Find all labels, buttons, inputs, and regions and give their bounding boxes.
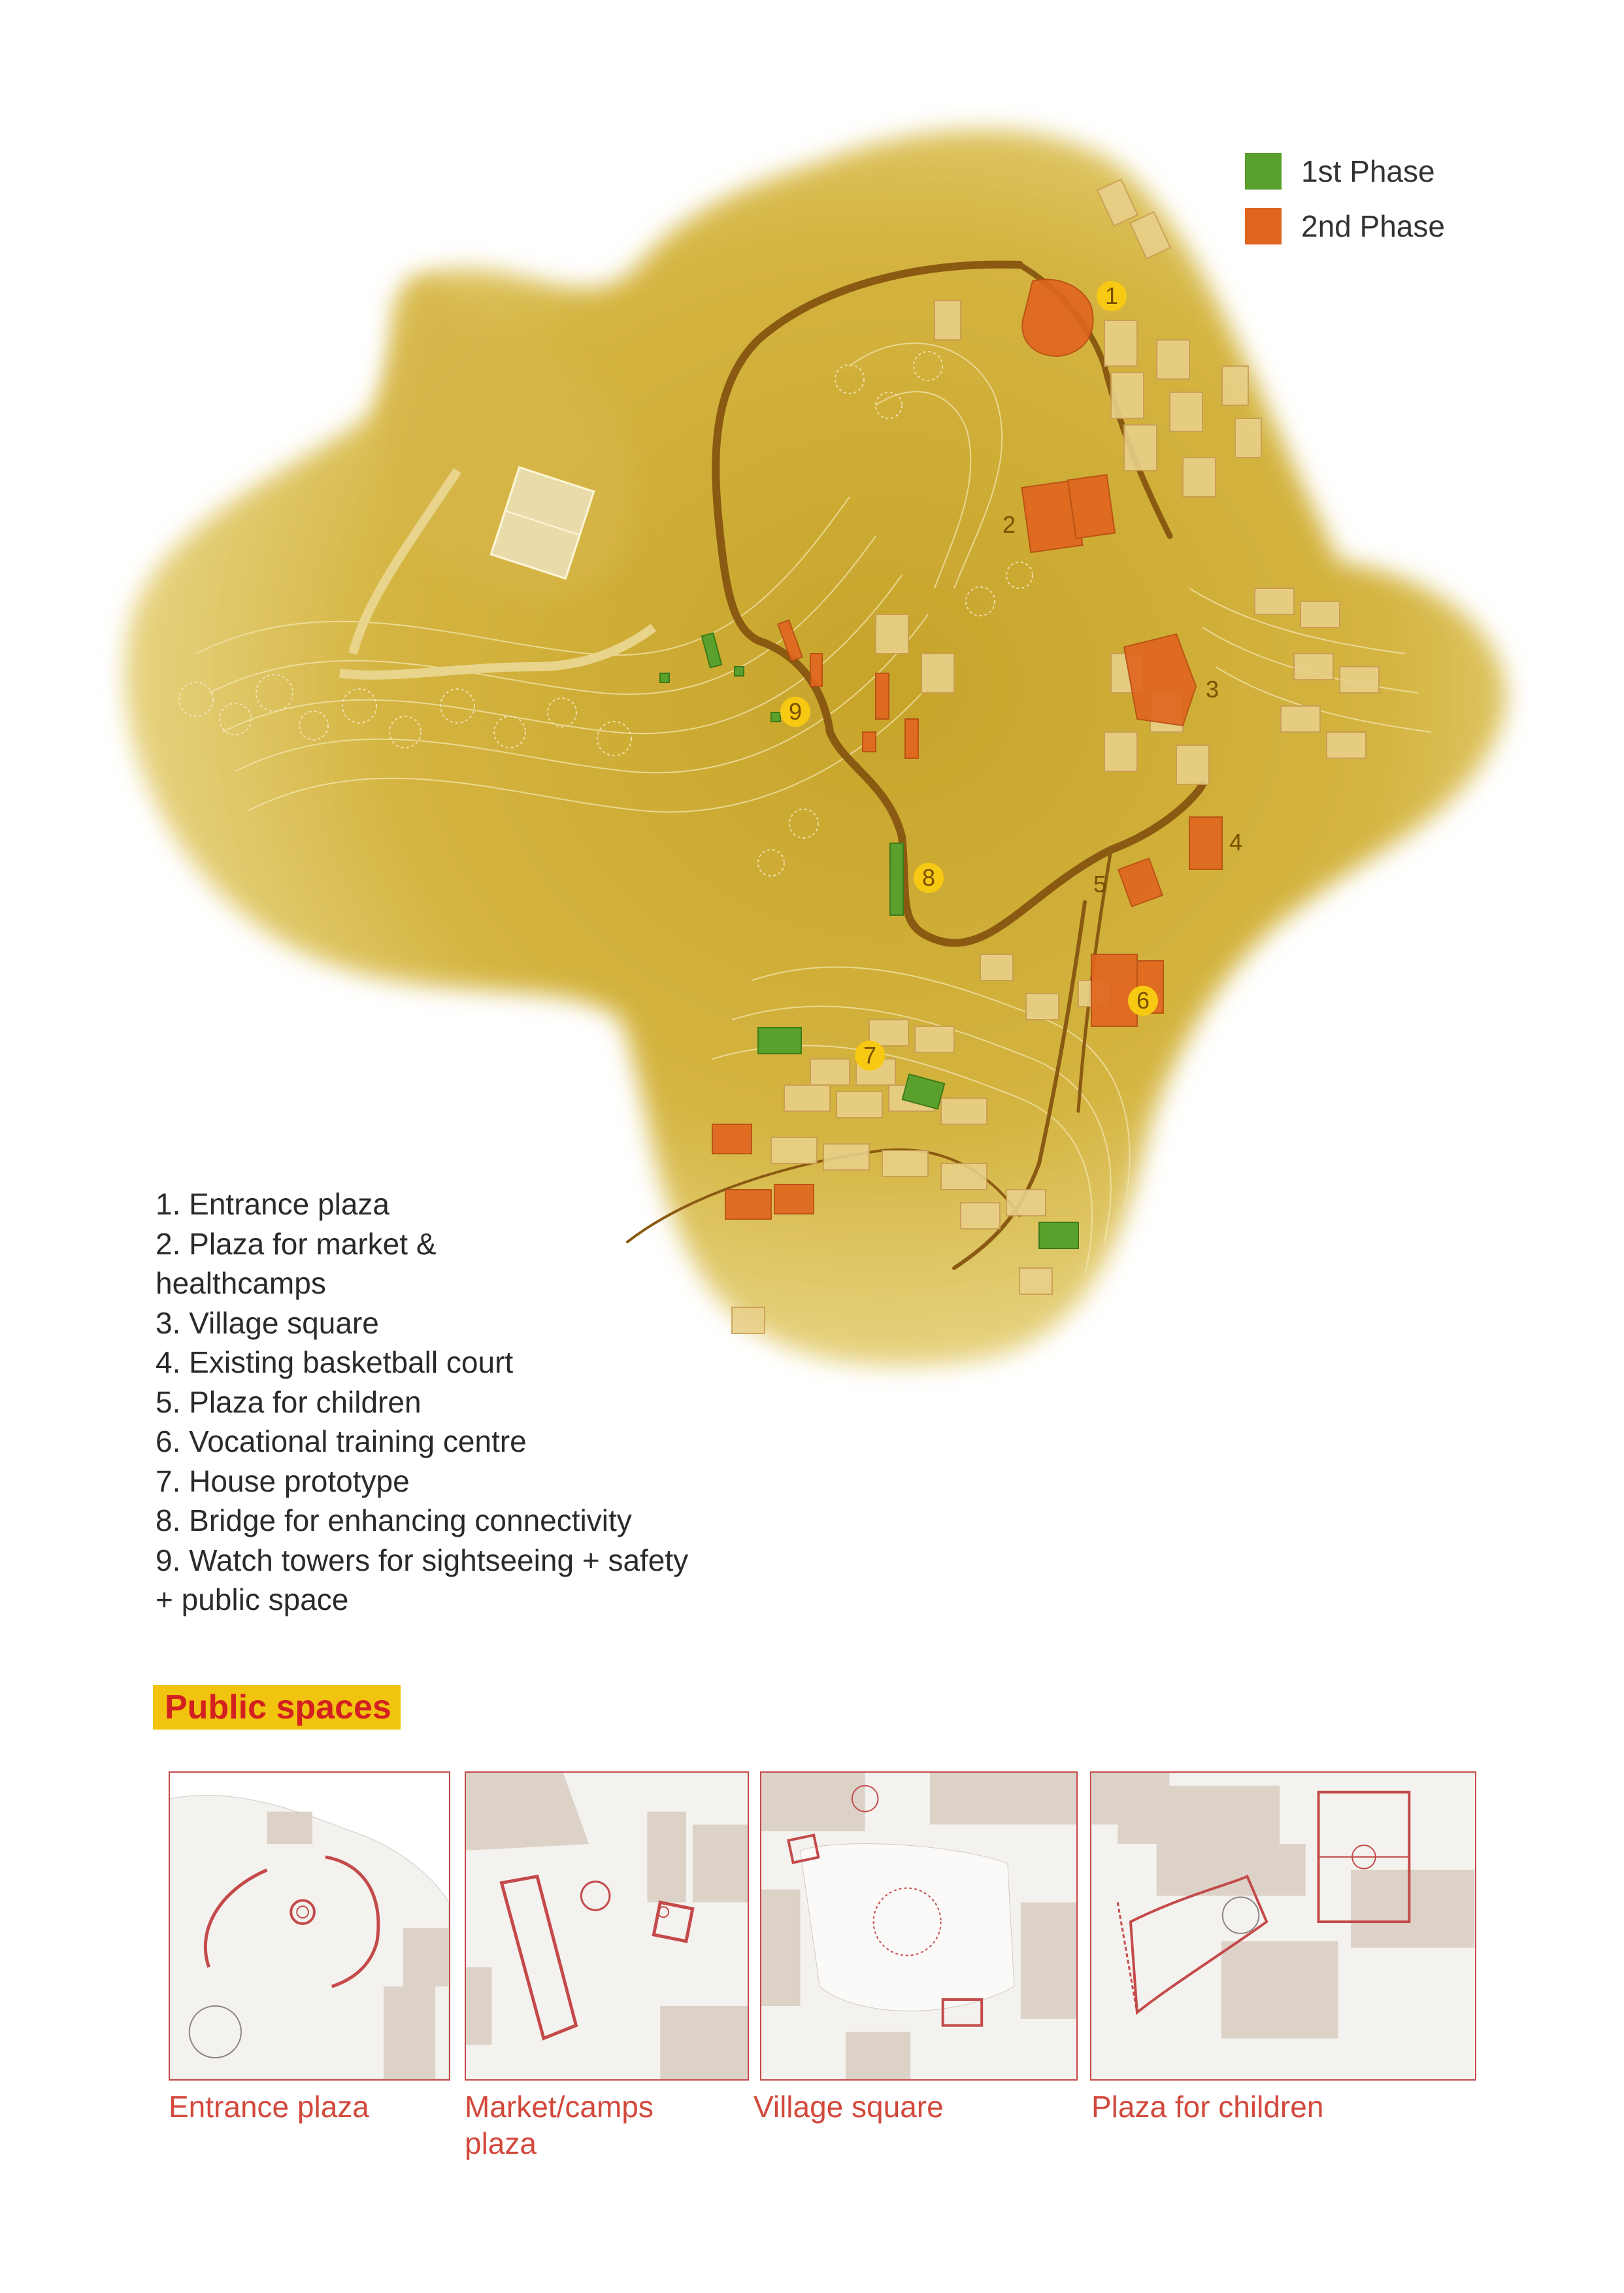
legend-first-phase xyxy=(1245,152,1519,191)
phase-legend xyxy=(1245,152,1519,261)
plan-caption: Village square xyxy=(754,2090,944,2124)
legend-label: 1st Phase xyxy=(1301,154,1435,188)
map-label-5: 5 xyxy=(1093,871,1107,897)
legend-swatch-orange xyxy=(1245,208,1282,244)
map-label-8: 8 xyxy=(914,863,944,893)
map-label-3: 3 xyxy=(1205,676,1219,703)
plan-drawing xyxy=(466,1773,748,2079)
key-item: 1. Entrance plaza xyxy=(156,1187,390,1221)
key-item: 4. Existing basketball court xyxy=(156,1345,514,1379)
key-item: + public space xyxy=(156,1582,349,1616)
map-label-2: 2 xyxy=(1002,511,1016,538)
map-label-9: 9 xyxy=(780,697,810,727)
key-item: 5. Plaza for children xyxy=(156,1384,422,1419)
map-label-7: 7 xyxy=(855,1041,885,1071)
section-title: Public spaces xyxy=(153,1685,401,1730)
plan-caption: Entrance plaza xyxy=(169,2090,369,2124)
plan-drawing xyxy=(170,1773,449,2079)
plan-market-plaza xyxy=(465,1771,749,2081)
plan-village-square xyxy=(760,1771,1078,2081)
legend-swatch-green xyxy=(1245,153,1282,190)
plan-drawing xyxy=(761,1773,1076,2079)
key-item: 6. Vocational training centre xyxy=(156,1424,527,1458)
plan-entrance-plaza xyxy=(169,1771,450,2081)
key-item: 9. Watch towers for sightseeing + safety xyxy=(156,1543,689,1577)
legend-second-phase xyxy=(1245,207,1519,246)
key-item: 3. Village square xyxy=(156,1305,379,1340)
plan-caption: Market/camps plaza xyxy=(465,2090,654,2160)
terrain-area xyxy=(125,130,1506,1366)
key-item: 8. Bridge for enhancing connectivity xyxy=(156,1503,632,1537)
map-key-list xyxy=(156,1184,874,1620)
plan-caption: Plaza for children xyxy=(1091,2090,1324,2124)
map-label-4: 4 xyxy=(1229,829,1243,856)
legend-label: 2nd Phase xyxy=(1301,209,1445,243)
plan-drawing xyxy=(1091,1773,1475,2079)
plan-plaza-children xyxy=(1090,1771,1476,2081)
key-item: 7. House prototype xyxy=(156,1464,410,1498)
map-label-6: 6 xyxy=(1128,986,1158,1016)
key-item: 2. Plaza for market & xyxy=(156,1226,437,1261)
key-item: healthcamps xyxy=(156,1266,326,1300)
map-label-1: 1 xyxy=(1097,281,1127,311)
